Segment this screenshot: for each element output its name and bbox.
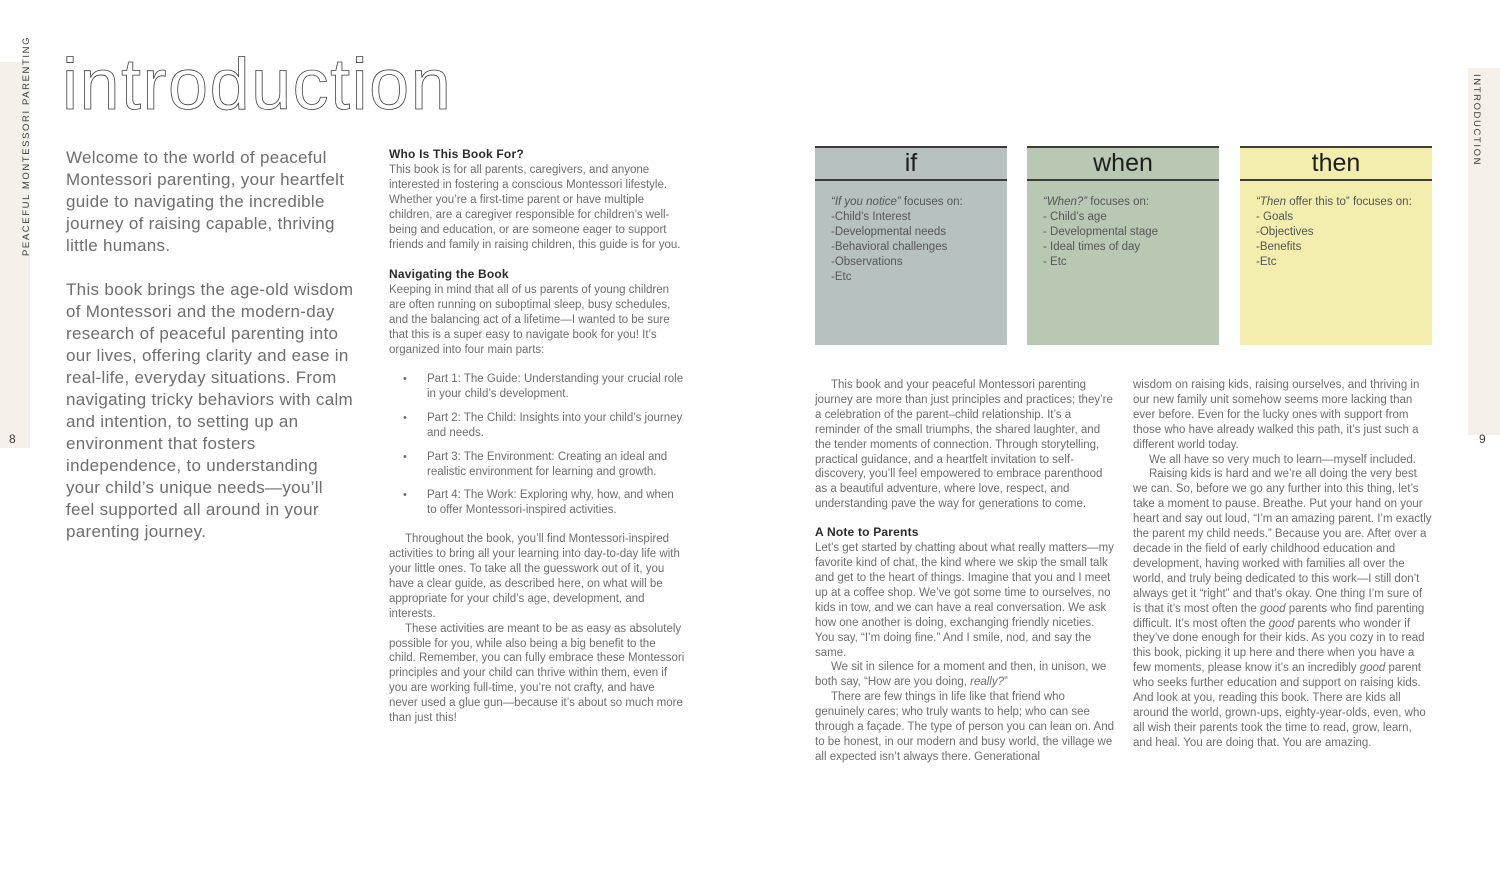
right-page-column-a [815,378,1115,765]
book-part-text: Part 3: The Environment: Creating an ideal and realistic environment for learning and growth. [427,450,668,478]
intro-paragraph: Welcome to the world of peaceful Montessori parenting, your heartfelt guide to navigating the incredible journey of raising capable, thriving little humans. [66,148,345,255]
when-box [1027,146,1219,345]
page-number-right: 9 [1479,432,1486,446]
right-margin-label: INTRODUCTION [1471,74,1482,167]
middle-column [389,147,685,726]
bullet-icon: • [403,372,407,385]
bullet-icon: • [403,489,407,502]
when-box-items: - Child’s age - Developmental stage - Ideal times of day - Etc [1043,211,1159,268]
note-paragraph: wisdom on raising kids, raising ourselves, and thriving in our new family unit somehow seems more lacking than ever before. Even for the lucky ones with support from those who have already walked this path, it’s just such a different world today. [1133,379,1420,451]
note-paragraph: We sit in silence for a moment and then, in unison, we both say, “How are you doing, really?” [815,661,1107,689]
then-box-body [1240,181,1432,270]
book-part-text: Part 4: The Work: Exploring why, how, and when to offer Montessori-inspired activities. [427,489,674,517]
celebration-paragraph: This book and your peaceful Montessori parenting journey are more than just principles and practices; they’re a celebration of the parent–child relationship. It’s a reminder of the small triumphs, the shared laughter, and the tender moments of connection. Through storytelling, practical guidance, and a heartfelt invitation to self-discovery, you’ll feel empowered to embrace parenthood as a beautiful adventure, where love, respect, and understanding pave the way for generations to come. [815,379,1113,511]
intro-column [66,147,354,543]
if-box-items: -Child’s Interest -Developmental needs -Behavioral challenges -Observations -Etc [831,211,948,283]
book-parts-list [389,372,685,518]
left-margin-label: PEACEFUL MONTESSORI PARENTING [21,35,32,256]
when-box-body [1027,181,1219,270]
then-box-lead: “Then offer this to” focuses on: [1256,196,1412,208]
note-paragraph: Raising kids is hard and we’re all doing the very best we can. So, before we go any further into this thing, let’s take a moment to pause. Breathe. Put your hand on your heart and say out loud, “I’m an amazing parent. I’m exactly the parent my child needs.” Because you are. After over a decade in the field of early childhood education and development, having worked with families all over the world, and truly being dedicated to this work—I still don’t always get it “right” and that’s okay. One thing I’m sure of is that it’s most often the good parents who find parenting difficult. It’s most often the good parents who wonder if they’ve done enough for their kids. As you cozy in to read this book, picking it up here and there when you have a few moments, please know it’s an incredibly good parent who seeks further education and support on raising kids. And look at you, reading this book. There are kids all around the world, grown-ups, eighty-year-olds, even, who all wish their parents took the time to read, grow, learn, and heal. You are doing that. You are amazing. [1133,468,1432,749]
right-page-column-b [1133,378,1433,751]
when-box-title: when [1027,148,1219,181]
note-to-parents-heading: A Note to Parents [815,525,919,540]
bullet-icon: • [403,450,407,463]
then-box-items: - Goals -Objectives -Benefits -Etc [1256,211,1314,268]
then-box [1240,146,1432,345]
if-box-body [815,181,1007,285]
note-paragraph: There are few things in life like that friend who genuinely cares; who truly wants to help; who can see through a façade. The type of person you can lean on. And to be honest, in our modern and busy world, the village we all expected isn’t always there. Generational [815,691,1115,763]
navigating-the-book-body: Keeping in mind that all of us parents of young children are often running on suboptimal sleep, busy schedules, and the balancing act of a lifetime—I wanted to be sure that this is a super easy to navigate book for you! It’s organized into four main parts: [389,284,671,357]
bullet-icon: • [403,411,407,424]
book-part-text: Part 1: The Guide: Understanding your crucial role in your child’s development. [427,372,684,400]
who-is-this-book-for-heading: Who Is This Book For? [389,147,524,161]
chapter-title: introduction [62,45,453,125]
if-box-title: if [815,148,1007,181]
note-paragraph: We all have so very much to learn—myself included. [1149,453,1416,466]
book-part-item [389,488,685,518]
these-activities-paragraph: These activities are meant to be as easy as absolutely possible for you, while also being a big benefit to the child. Remember, you can fully embrace these Montessori principles and your child can thrive within them, even if you are working full-time, you’re not crafty, and have never used a glue gun—because it’s about so much more than just this! [389,622,685,725]
who-is-this-book-for-body: This book is for all parents, caregivers, and anyone interested in fostering a conscious Montessori lifestyle. Whether you’re a first-time parent or have multiple children, are a caregiver responsible for children’s well-being and education, or are someone eager to support friends and family in raising children, this guide is for you. [389,164,681,251]
book-part-item [389,372,685,402]
if-box [815,146,1007,345]
book-part-item [389,450,685,480]
page-number-left: 8 [9,432,16,446]
then-box-title: then [1240,148,1432,181]
intro-paragraph: This book brings the age-old wisdom of Montessori and the modern-day research of peaceful parenting into our lives, offering clarity and ease in real-life, everyday situations. From navigating tricky behaviors with calm and intention, to setting up an environment that fosters independence, to understanding your child’s unique needs—you’ll feel supported all around in your parenting journey. [66,280,354,541]
throughout-paragraph: Throughout the book, you’ll find Montessori-inspired activities to bring all your learning into day-to-day life with your little ones. To take all the guesswork out of it, you have a clear guide, as described here, on what will be appropriate for your child’s age, development, and interests. [389,533,680,620]
book-part-text: Part 2: The Child: Insights into your child’s journey and needs. [427,411,683,439]
book-part-item [389,411,685,441]
note-paragraph: Let’s get started by chatting about what really matters—my favorite kind of chat, the kind where we skip the small talk and get to the heart of things. Imagine that you and I meet up at a coffee shop. We’ve got some time to ourselves, no kids in tow, and we can have a real conversation. We ask how one another is doing, exchanging friendly niceties. You say, “I’m doing fine.” And I smile, nod, and say the same. [815,542,1114,659]
navigating-the-book-heading: Navigating the Book [389,267,509,282]
if-box-lead: “If you notice” focuses on: [831,196,963,208]
when-box-lead: “When?” focuses on: [1043,196,1150,208]
